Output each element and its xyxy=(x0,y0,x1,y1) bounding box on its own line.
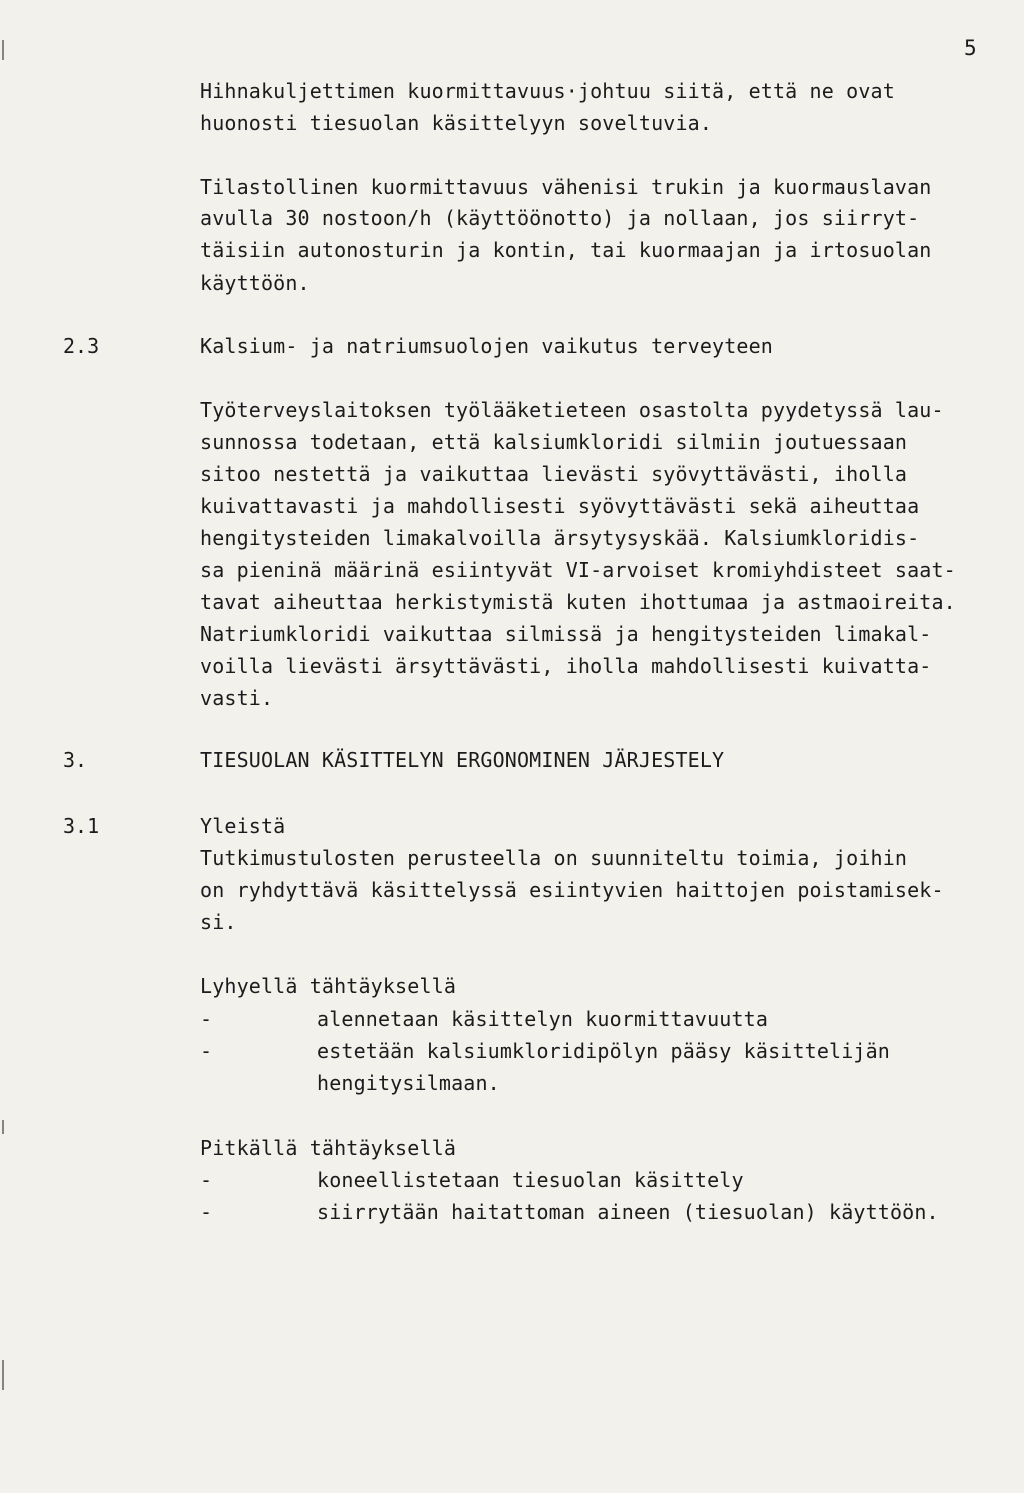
paragraph-line: Tilastollinen kuormittavuus vähenisi trukin ja kuormauslavan xyxy=(200,175,932,199)
paragraph-line: huonosti tiesuolan käsittelyyn soveltuvia. xyxy=(200,111,713,135)
paragraph-line: voilla lievästi ärsyttävästi, iholla mahdollisesti kuivatta- xyxy=(200,654,932,678)
list-item: siirrytään haitattoman aineen (tiesuolan) käyttöön. xyxy=(317,1200,939,1224)
list-heading: Lyhyellä tähtäyksellä xyxy=(200,974,457,998)
paragraph-line: täisiin autonosturin ja kontin, tai kuormaajan ja irtosuolan xyxy=(200,238,932,262)
section-title: Kalsium- ja natriumsuolojen vaikutus terveyteen xyxy=(200,334,773,358)
list-item-continuation: hengitysilmaan. xyxy=(317,1071,500,1095)
list-item: alennetaan käsittelyn kuormittavuutta xyxy=(317,1007,769,1031)
scan-edge-mark xyxy=(2,1120,4,1134)
scan-edge-mark xyxy=(2,1360,4,1390)
paragraph-line: si. xyxy=(200,910,237,934)
section-number: 2.3 xyxy=(63,334,100,358)
page-number: 5 xyxy=(964,36,977,60)
bullet-dash: - xyxy=(200,1200,213,1224)
paragraph-line: sa pieninä määrinä esiintyvät VI-arvoiset kromiyhdisteet saat- xyxy=(200,558,956,582)
list-item: estetään kalsiumkloridipölyn pääsy käsittelijän xyxy=(317,1039,890,1063)
bullet-dash: - xyxy=(200,1039,213,1063)
section-number: 3.1 xyxy=(63,814,100,838)
paragraph-line: Tutkimustulosten perusteella on suunniteltu toimia, joihin xyxy=(200,846,908,870)
paragraph-line: tavat aiheuttaa herkistymistä kuten ihottumaa ja astmaoireita. xyxy=(200,590,956,614)
paragraph-line: vasti. xyxy=(200,686,274,710)
paragraph-line: hengitysteiden limakalvoilla ärsytysyskää. Kalsiumkloridis- xyxy=(200,526,920,550)
paragraph-line: sunnossa todetaan, että kalsiumkloridi silmiin joutuessaan xyxy=(200,430,908,454)
scan-edge-mark xyxy=(2,40,4,60)
paragraph-line: Työterveyslaitoksen työlääketieteen osastolta pyydetyssä lau- xyxy=(200,398,944,422)
section-number: 3. xyxy=(63,748,88,772)
paragraph-line: Natriumkloridi vaikuttaa silmissä ja hengitysteiden limakal- xyxy=(200,622,932,646)
bullet-dash: - xyxy=(200,1007,213,1031)
section-title: TIESUOLAN KÄSITTELYN ERGONOMINEN JÄRJESTELY xyxy=(200,748,725,772)
paragraph-line: avulla 30 nostoon/h (käyttöönotto) ja nollaan, jos siirryt- xyxy=(200,206,920,230)
paragraph-line: kuivattavasti ja mahdollisesti syövyttävästi sekä aiheuttaa xyxy=(200,494,920,518)
paragraph-line: käyttöön. xyxy=(200,271,310,295)
section-title: Yleistä xyxy=(200,814,286,838)
paragraph-line: sitoo nestettä ja vaikuttaa lievästi syövyttävästi, iholla xyxy=(200,462,908,486)
list-heading: Pitkällä tähtäyksellä xyxy=(200,1136,457,1160)
bullet-dash: - xyxy=(200,1168,213,1192)
list-item: koneellistetaan tiesuolan käsittely xyxy=(317,1168,744,1192)
paragraph-line: on ryhdyttävä käsittelyssä esiintyvien haittojen poistamisek- xyxy=(200,878,944,902)
paragraph-line: Hihnakuljettimen kuormittavuus·johtuu siitä, että ne ovat xyxy=(200,79,895,103)
